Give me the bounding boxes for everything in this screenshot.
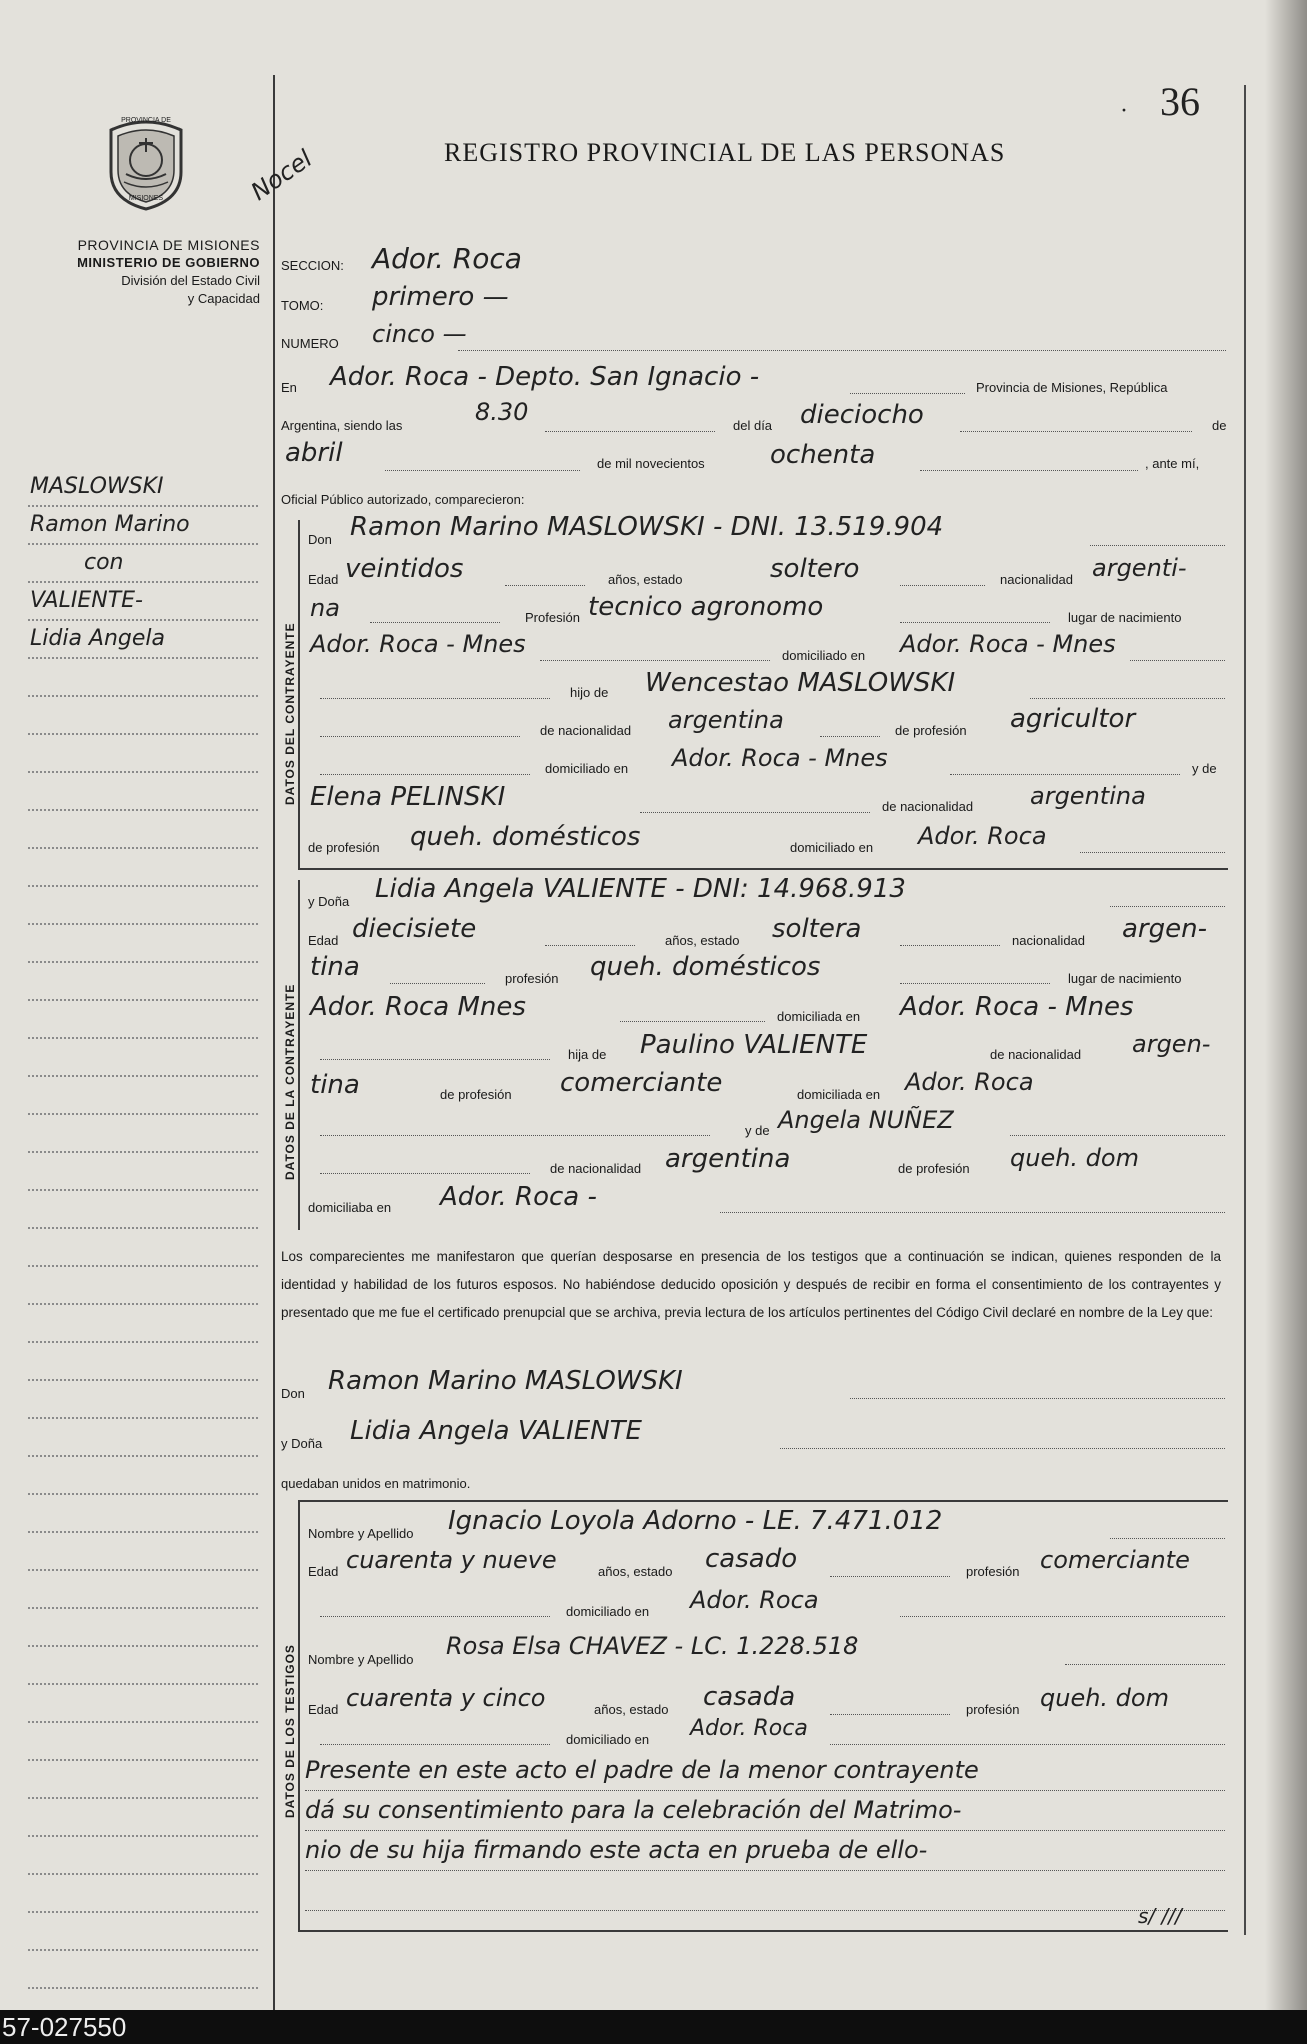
madre-nac-label: de nacionalidad	[882, 799, 974, 814]
testigos-section-label: DATOS DE LOS TESTIGOS	[283, 1644, 297, 1818]
padre-nac-label: de nacionalidad	[540, 723, 632, 738]
t2-prof-label: profesión	[966, 1702, 1020, 1717]
contrayenta-padre-nac-a: argen-	[1132, 1030, 1211, 1058]
madre-prof-label: de profesión	[308, 840, 380, 855]
seal-lettering	[96, 108, 196, 208]
margin-note-name2: Lidia Angela	[30, 626, 166, 651]
svg-text:MISIONES: MISIONES	[128, 195, 164, 202]
org-ministry: MINISTERIO DE GOBIERNO	[77, 255, 260, 270]
contrayenta-domicilio: Ador. Roca - Mnes	[900, 992, 1134, 1022]
right-rule	[1244, 85, 1246, 1935]
contrayente-madre: Elena PELINSKI	[310, 782, 506, 812]
contrayenta-anios-estado: años, estado	[665, 933, 740, 948]
contrayente-nacionalidad-label: nacionalidad	[1000, 572, 1074, 587]
margin-note-surname: MASLOWSKI	[30, 474, 164, 499]
observation-line3: nio de su hija firmando este acta en prueba de ello-	[305, 1836, 928, 1864]
t1-dom: Ador. Roca	[690, 1586, 819, 1614]
org-capacity: y Capacidad	[187, 291, 260, 306]
padre-prof-label: de profesión	[895, 723, 967, 738]
official-signature: Nocel	[245, 144, 318, 206]
contrayente-domiciliado-label: domiciliado en	[782, 648, 866, 663]
t2-nombre: Rosa Elsa CHAVEZ - LC. 1.228.518	[446, 1632, 859, 1660]
contrayenta-edad: diecisiete	[352, 914, 477, 944]
ante-mi-text: , ante mí,	[1145, 456, 1200, 471]
contrayente-nombre: Ramon Marino MASLOWSKI - DNI. 13.519.904	[350, 512, 944, 542]
dona-label: y Doña	[308, 894, 350, 909]
contrayente-profesion-label: Profesión	[525, 610, 580, 625]
margin-note-surname2: VALIENTE-	[30, 588, 143, 613]
organization-block	[10, 236, 260, 308]
observation-line2: dá su consentimiento para la celebración del Matrimo-	[305, 1796, 962, 1824]
contrayenta-padre-prof: comerciante	[560, 1068, 723, 1098]
t2-edad-label: Edad	[308, 1702, 339, 1717]
contrayenta-madre: Angela NUÑEZ	[778, 1106, 954, 1134]
contrayente-padre-nac: argentina	[668, 706, 784, 734]
contrayenta-madre-nac: argentina	[665, 1144, 791, 1174]
provincia-text: Provincia de Misiones, República	[976, 380, 1168, 395]
contrayenta-padre: Paulino VALIENTE	[640, 1030, 868, 1060]
t2-prof: queh. dom	[1040, 1684, 1169, 1712]
de-label: de	[1212, 418, 1227, 433]
t1-edad: cuarenta y nueve	[346, 1546, 557, 1574]
t1-dom-label: domiciliado en	[566, 1604, 650, 1619]
contrayenta-profesion-label: profesión	[505, 971, 559, 986]
t2-anios-estado: años, estado	[594, 1702, 669, 1717]
numero-label: NUMERO	[281, 336, 339, 351]
observation-end-mark: s/ ///	[1138, 1904, 1182, 1928]
contrayente-profesion: tecnico agronomo	[588, 592, 824, 622]
argentina-text: Argentina, siendo las	[281, 418, 403, 433]
t2-dom-label: domiciliado en	[566, 1732, 650, 1747]
document-title: REGISTRO PROVINCIAL DE LAS PERSONAS	[444, 138, 1006, 167]
numero-value: cinco —	[372, 320, 467, 348]
contrayente-madre-dom: Ador. Roca	[918, 822, 1047, 850]
seccion-value: Ador. Roca	[372, 242, 522, 275]
contrayente-padre-prof: agricultor	[1010, 704, 1136, 734]
svg-text:PROVINCIA DE: PROVINCIA DE	[121, 117, 171, 124]
seccion-label: SECCION:	[281, 258, 344, 273]
org-division: División del Estado Civil	[121, 273, 260, 288]
contrayente-nacionalidad-a: argenti-	[1092, 554, 1187, 582]
contrayente-anios-estado: años, estado	[608, 572, 683, 587]
page-edge-shadow	[1265, 0, 1307, 2010]
t1-nombre: Ignacio Loyola Adorno - LE. 7.471.012	[448, 1506, 943, 1536]
contrayente-edad-label: Edad	[308, 572, 339, 587]
contrayenta-madre-prof: queh. dom	[1010, 1144, 1139, 1172]
t1-edad-label: Edad	[308, 1564, 339, 1579]
t2-dom: Ador. Roca	[690, 1716, 808, 1741]
de-mil-label: de mil novecientos	[597, 456, 705, 471]
lugar-value: Ador. Roca - Depto. San Ignacio -	[330, 362, 760, 392]
tomo-value: primero —	[372, 282, 509, 312]
contrayente-padre: Wencestao MASLOWSKI	[645, 668, 956, 698]
contrayenta-padre-nac-b: tina	[310, 1070, 360, 1100]
hora-value: 8.30	[475, 398, 529, 426]
tomo-label: TOMO:	[281, 298, 324, 313]
contrayenta-section-label: DATOS DE LA CONTRAYENTE	[283, 983, 297, 1180]
oficial-text: Oficial Público autorizado, comparecieron:	[281, 492, 525, 507]
hija-de-label: hija de	[568, 1047, 607, 1062]
contrayente-madre-prof: queh. domésticos	[410, 822, 641, 852]
margin-note-name: Ramon Marino	[30, 512, 190, 537]
t2-edad: cuarenta y cinco	[346, 1684, 546, 1712]
don-label: Don	[308, 532, 332, 547]
contrayenta-padre-nac-label: de nacionalidad	[990, 1047, 1082, 1062]
declaration-paragraph: Los comparecientes me manifestaron que querían desposarse en presencia de los testigos que a continuación se indican, quienes responden de la identidad y habilidad de los futuros esposos. No habiéndose deducido oposición y después de recibir en forma el consentimiento de los contrayentes y presentado que me fue el certificado prenupcial que se archiva, previa lectura de los artículos pertinentes del Código Civil declaré en nombre de la Ley que:	[281, 1249, 1221, 1320]
padre-dom-label: domiciliado en	[545, 761, 629, 776]
contrayenta-profesion: queh. domésticos	[590, 952, 821, 982]
margin-note-con: con	[84, 550, 124, 575]
page-number-dot: ·	[1120, 98, 1128, 124]
contrayenta-nacionalidad-b: tina	[310, 952, 360, 982]
contrayenta-nacionalidad-a: argen-	[1122, 914, 1207, 944]
decl-don-label: Don	[281, 1386, 305, 1401]
contrayenta-domiciliada-label: domiciliada en	[777, 1009, 861, 1024]
contrayenta-edad-label: Edad	[308, 933, 339, 948]
margin-rule	[273, 75, 275, 2010]
y-de-label: y de	[1192, 761, 1217, 776]
contrayenta-padre-prof-label: de profesión	[440, 1087, 512, 1102]
quedaban-text: quedaban unidos en matrimonio.	[281, 1476, 471, 1491]
contrayente-lugar-nac-label: lugar de nacimiento	[1068, 610, 1182, 625]
en-label: En	[281, 380, 297, 395]
contrayenta-padre-dom: Ador. Roca	[905, 1068, 1034, 1096]
contrayenta-nombre: Lidia Angela VALIENTE - DNI: 14.968.913	[375, 874, 906, 904]
contrayenta-estado: soltera	[772, 914, 862, 944]
contrayente-section-label: DATOS DEL CONTRAYENTE	[283, 622, 297, 805]
observation-line1: Presente en este acto el padre de la menor contrayente	[305, 1756, 979, 1784]
contrayenta-y-de-label: y de	[745, 1123, 770, 1138]
org-province: PROVINCIA DE MISIONES	[77, 237, 260, 253]
contrayente-lugar-nac: Ador. Roca - Mnes	[310, 630, 526, 658]
contrayenta-padre-dom-label: domiciliada en	[797, 1087, 881, 1102]
decl-don: Ramon Marino MASLOWSKI	[328, 1366, 683, 1396]
del-dia-label: del día	[733, 418, 773, 433]
dia-value: dieciocho	[800, 400, 924, 430]
decl-dona-label: y Doña	[281, 1436, 323, 1451]
contrayente-madre-nac: argentina	[1030, 782, 1146, 810]
contrayente-edad: veintidos	[345, 554, 464, 584]
contrayenta-madre-prof-label: de profesión	[898, 1161, 970, 1176]
contrayenta-madre-dom: Ador. Roca -	[440, 1182, 597, 1212]
contrayenta-nacionalidad-label: nacionalidad	[1012, 933, 1086, 948]
decl-dona: Lidia Angela VALIENTE	[350, 1416, 642, 1446]
t2-estado: casada	[703, 1682, 796, 1712]
hijo-de-label: hijo de	[570, 685, 609, 700]
contrayenta-madre-nac-label: de nacionalidad	[550, 1161, 642, 1176]
page-number: 36	[1160, 79, 1200, 124]
t2-nombre-label: Nombre y Apellido	[308, 1652, 414, 1667]
footer-code: 57-027550	[0, 2010, 1307, 2044]
t1-nombre-label: Nombre y Apellido	[308, 1526, 414, 1541]
contrayenta-lugar-nac-label: lugar de nacimiento	[1068, 971, 1182, 986]
domiciliaba-label: domiciliaba en	[308, 1200, 392, 1215]
anio-value: ochenta	[770, 440, 876, 470]
contrayente-padre-dom: Ador. Roca - Mnes	[672, 744, 888, 772]
t1-estado: casado	[705, 1544, 798, 1574]
contrayente-nacionalidad-b: na	[310, 594, 340, 622]
contrayente-domicilio: Ador. Roca - Mnes	[900, 630, 1116, 658]
madre-dom-label: domiciliado en	[790, 840, 874, 855]
t1-prof-label: profesión	[966, 1564, 1020, 1579]
t1-prof: comerciante	[1040, 1546, 1190, 1574]
contrayenta-lugar-nac: Ador. Roca Mnes	[310, 992, 526, 1022]
contrayente-estado: soltero	[770, 554, 860, 584]
t1-anios-estado: años, estado	[598, 1564, 673, 1579]
mes-value: abril	[285, 438, 343, 468]
